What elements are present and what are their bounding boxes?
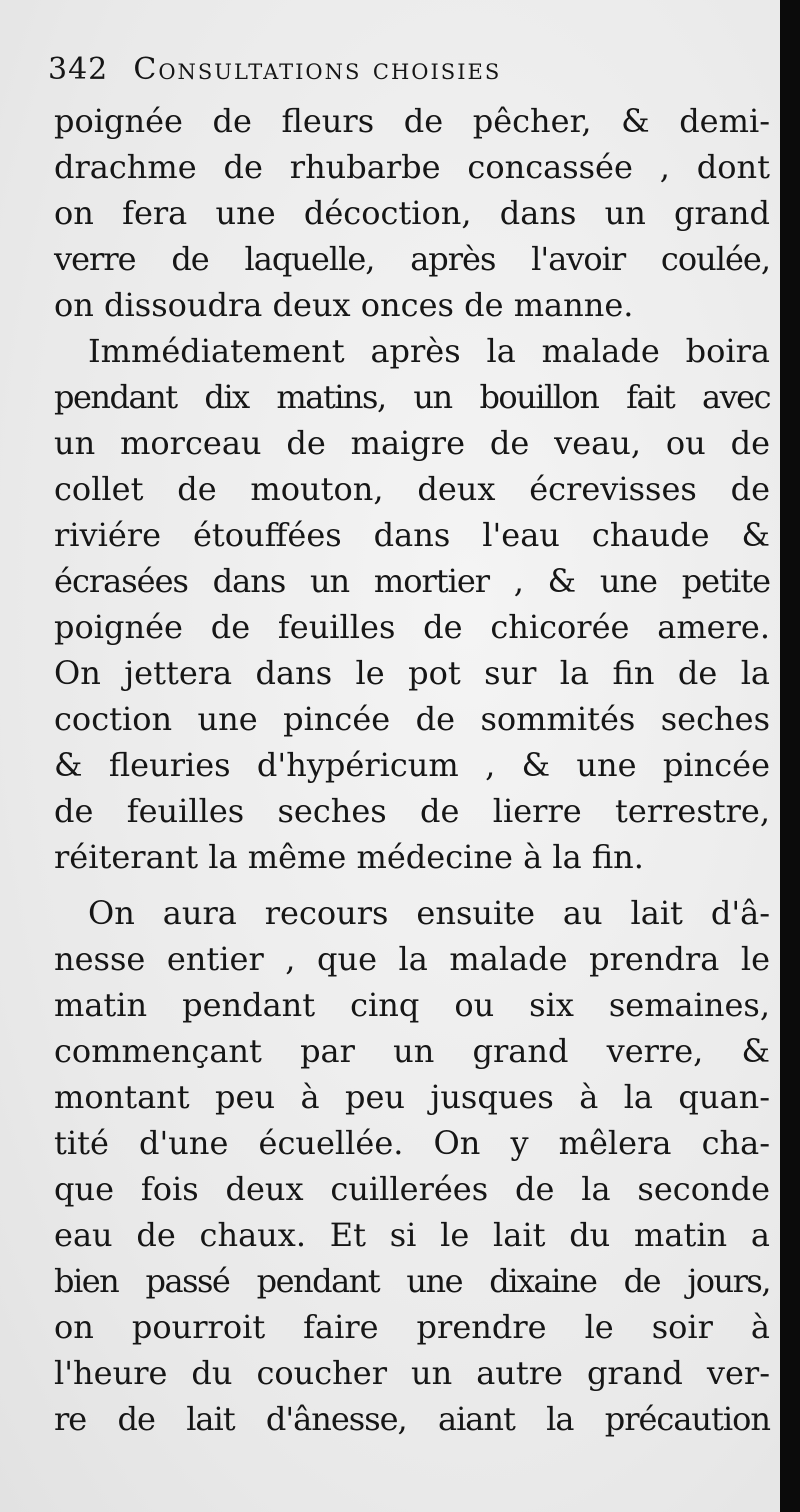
text-line: riviére étouffées dans l'eau chaude &: [54, 516, 770, 554]
paragraph: [54, 328, 770, 880]
paragraph-gap: [54, 880, 770, 890]
text-line: que fois deux cuillerées de la seconde: [54, 1170, 770, 1208]
text-line: on fera une décoction, dans un grand: [54, 194, 770, 232]
text-line: coction une pincée de sommités seches: [54, 700, 770, 738]
paragraph: [54, 890, 770, 1442]
text-line: l'heure du coucher un autre grand ver-: [54, 1354, 770, 1392]
text-line: tité d'une écuellée. On y mêlera cha-: [54, 1124, 770, 1162]
page-edge-shadow: [780, 0, 800, 1512]
text-line: poignée de fleurs de pêcher, & demi-: [54, 102, 770, 140]
paragraph: [54, 98, 770, 328]
text-line: & fleuries d'hypéricum , & une pincée: [54, 746, 770, 784]
text-line: écrasées dans un mortier , & une petite: [54, 562, 770, 600]
text-line: drachme de rhubarbe concassée , dont: [54, 148, 770, 186]
text-line: eau de chaux. Et si le lait du matin a: [54, 1216, 770, 1254]
text-line: poignée de feuilles de chicorée amere.: [54, 608, 770, 646]
text-line: réiterant la même médecine à la fin.: [54, 838, 644, 876]
text-line: matin pendant cinq ou six semaines,: [54, 986, 770, 1024]
text-line: On jettera dans le pot sur la fin de la: [54, 654, 770, 692]
text-line: Immédiatement après la malade boira: [88, 332, 770, 370]
text-line: montant peu à peu jusques à la quan-: [54, 1078, 770, 1116]
text-line: re de lait d'ânesse, aiant la précaution: [54, 1400, 770, 1438]
body-text: [54, 98, 770, 1442]
text-line: nesse entier , que la malade prendra le: [54, 940, 770, 978]
text-line: on pourroit faire prendre le soir à: [54, 1308, 770, 1346]
text-line: de feuilles seches de lierre terrestre,: [54, 792, 770, 830]
text-line: collet de mouton, deux écrevisses de: [54, 470, 770, 508]
page-number: 342: [48, 52, 109, 87]
text-line: bien passé pendant une dixaine de jours,: [54, 1262, 770, 1300]
text-line: On aura recours ensuite au lait d'â-: [88, 894, 770, 932]
text-line: pendant dix matins, un bouillon fait avec: [54, 378, 770, 416]
text-line: commençant par un grand verre, &: [54, 1032, 770, 1070]
running-head: Consultations choisies: [133, 52, 502, 87]
text-line: un morceau de maigre de veau, ou de: [54, 424, 770, 462]
text-line: on dissoudra deux onces de manne.: [54, 286, 634, 324]
text-line: verre de laquelle, après l'avoir coulée,: [54, 240, 770, 278]
